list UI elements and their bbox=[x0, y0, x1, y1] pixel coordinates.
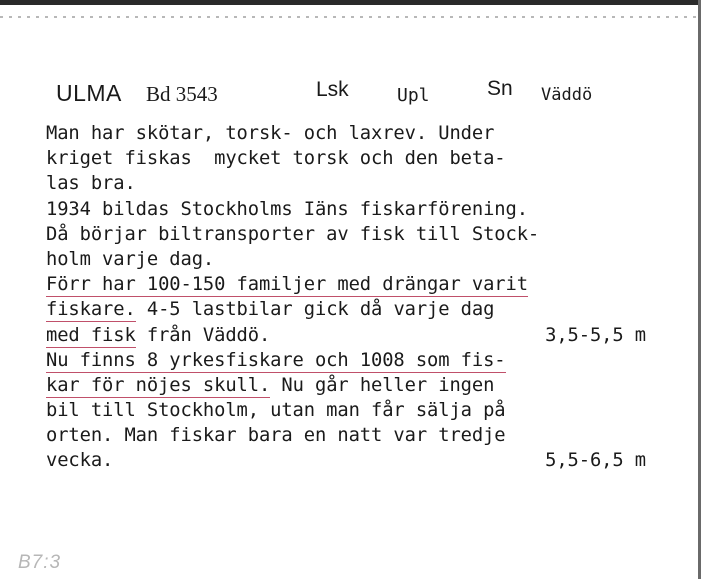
text-line: Då börjar biltransporter av fisk till Stock- bbox=[46, 223, 540, 245]
text-line: fiskare. 4-5 lastbilar gick då varje dag bbox=[46, 299, 495, 321]
depth-range: 3,5-5,5 m bbox=[545, 324, 646, 346]
text-line: med fisk från Väddö. 3,5-5,5 m bbox=[46, 323, 676, 348]
text-line: 1934 bildas Stockholms Iäns fiskarförening. bbox=[46, 198, 528, 220]
text-line: holm varje dag. bbox=[46, 248, 215, 270]
text-line: orten. Man fiskar bara en natt var tredje bbox=[46, 425, 506, 447]
region-code: Lsk bbox=[316, 78, 349, 101]
card-perforation bbox=[0, 16, 701, 18]
card-top-border bbox=[0, 0, 701, 5]
province-code: Upl bbox=[397, 85, 430, 106]
archive-code: ULMA bbox=[56, 80, 122, 106]
text-line: vecka. 5,5-6,5 m bbox=[46, 448, 676, 473]
text-line: kar för nöjes skull. Nu går heller ingen bbox=[46, 374, 495, 396]
parish-name: Väddö bbox=[541, 85, 593, 105]
text-line-underlined: Nu finns 8 yrkesfiskare och 1008 som fis- bbox=[46, 349, 506, 371]
text-line: kriget fiskas mycket torsk och den beta- bbox=[46, 148, 506, 170]
text-line: Man har skötar, torsk- och laxrev. Under bbox=[46, 123, 495, 144]
pencil-note: B7:3 bbox=[18, 552, 62, 573]
text-line-underlined: Förr har 100-150 familjer med drängar varit bbox=[46, 274, 528, 296]
volume-number: Bd 3543 bbox=[146, 82, 218, 106]
card-header bbox=[0, 70, 701, 110]
text-line: bil till Stockholm, utan man får sälja på bbox=[46, 400, 506, 422]
parish-label: Sn bbox=[487, 77, 513, 100]
text-line: las bra. bbox=[46, 173, 136, 195]
card-body-text bbox=[46, 121, 676, 474]
depth-range: 5,5-6,5 m bbox=[545, 450, 646, 472]
